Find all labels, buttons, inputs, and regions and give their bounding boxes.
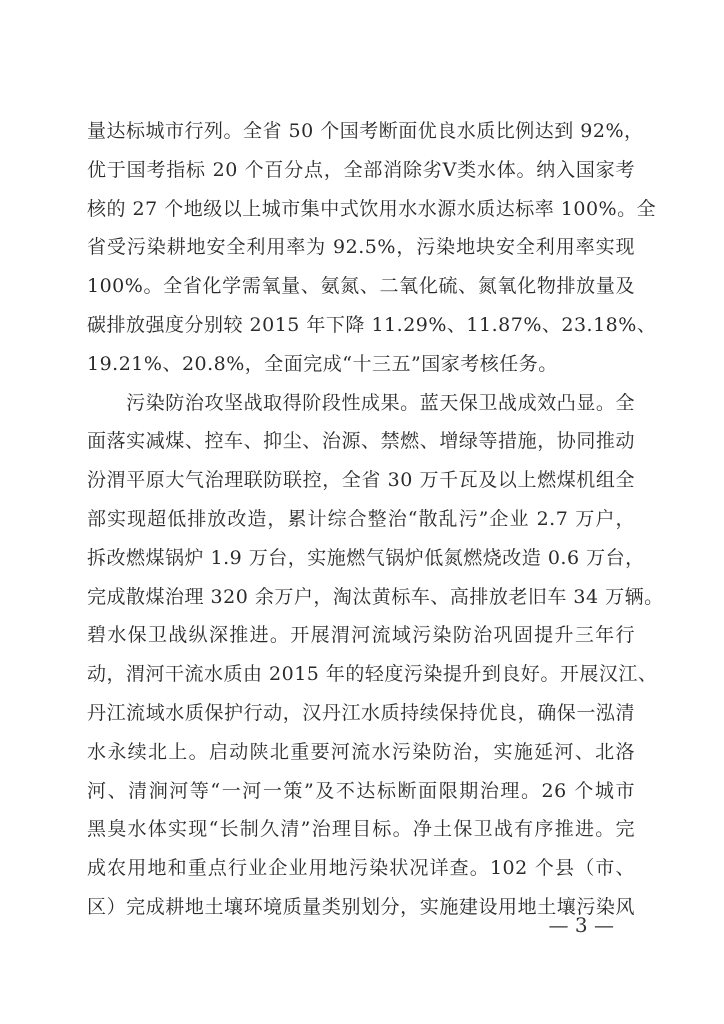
text-line: 碳排放强度分别较 2015 年下降 11.29%、11.87%、23.18%、 xyxy=(87,313,657,336)
text-line: 水永续北上。启动陕北重要河流水污染防治，实施延河、北洛 xyxy=(87,740,635,763)
text-line: 汾渭平原大气治理联防联控，全省 30 万千瓦及以上燃煤机组全 xyxy=(87,469,635,492)
text-line: 黑臭水体实现“长制久清”治理目标。净土保卫战有序推进。完 xyxy=(87,818,635,841)
text-line: 河、清涧河等“一河一策”及不达标断面限期治理。26 个城市 xyxy=(87,779,635,802)
text-line: 碧水保卫战纵深推进。开展渭河流域污染防治巩固提升三年行 xyxy=(87,624,635,647)
text-line: 区）完成耕地土壤环境质量类别划分，实施建设用地土壤污染风 xyxy=(87,895,635,918)
text-line: 完成散煤治理 320 余万户，淘汰黄标车、高排放老旧车 34 万辆。 xyxy=(87,585,664,608)
text-line: 19.21%、20.8%，全面完成“十三五”国家考核任务。 xyxy=(87,352,558,375)
text-line: 面落实减煤、控车、抑尘、治源、禁燃、增绿等措施，协同推动 xyxy=(87,430,635,453)
text-line: 省受污染耕地安全利用率为 92.5%，污染地块安全利用率实现 xyxy=(87,236,635,259)
text-line: 量达标城市行列。全省 50 个国考断面优良水质比例达到 92%， xyxy=(87,120,644,142)
text-line: 100%。全省化学需氧量、氨氮、二氧化硫、氮氧化物排放量及 xyxy=(87,275,635,298)
text-line: 核的 27 个地级以上城市集中式饮用水水源水质达标率 100%。全 xyxy=(87,197,657,220)
text-line: 部实现超低排放改造，累计综合整治“散乱污”企业 2.7 万户， xyxy=(87,507,635,530)
text-line: 成农用地和重点行业企业用地污染状况详查。102 个县（市、 xyxy=(87,857,635,880)
text-line: 拆改燃煤锅炉 1.9 万台，实施燃气锅炉低氮燃烧改造 0.6 万台， xyxy=(87,546,645,569)
text-line: 丹江流域水质保护行动，汉丹江水质持续保持优良，确保一泓清 xyxy=(87,701,635,724)
text-line: 动，渭河干流水质由 2015 年的轻度污染提升到良好。开展汉江、 xyxy=(87,663,658,686)
body-text xyxy=(87,116,664,931)
text-line: 污染防治攻坚战取得阶段性成果。蓝天保卫战成效凸显。全 xyxy=(87,391,635,414)
page-number: — 3 — xyxy=(548,913,614,937)
text-line: 优于国考指标 20 个百分点，全部消除劣Ⅴ类水体。纳入国家考 xyxy=(87,158,635,181)
